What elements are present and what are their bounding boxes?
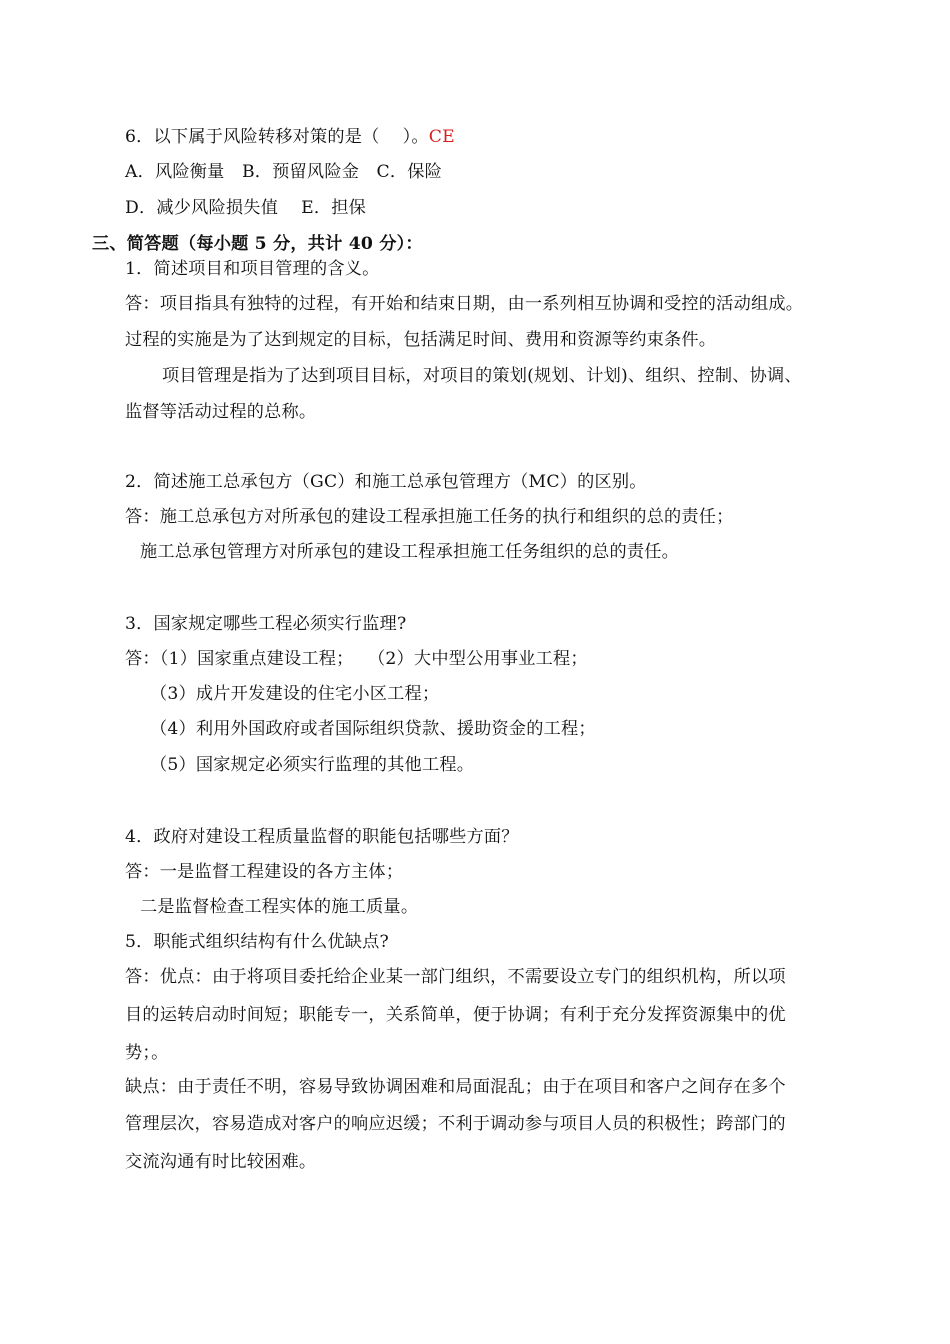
sq4-question: 4．政府对建设工程质量监督的职能包括哪些方面？ [125,827,519,847]
sq4-answer-line2: 二是监督检查工程实体的施工质量。 [140,897,419,917]
sq3-answer-line1: 答：（1）国家重点建设工程； （2）大中型公用事业工程； [125,649,588,669]
sq2-answer-line1: 答：施工总承包方对所承包的建设工程承担施工任务的执行和组织的总的责任； [125,507,734,527]
sq1-question: 1．简述项目和项目管理的含义。 [125,259,380,279]
q6-options-line1: A．风险衡量 B．预留风险金 C．保险 [125,162,442,182]
section3-title: 三、简答题（每小题 5 分，共计 40 分）： [92,234,423,254]
sq2-question: 2．简述施工总承包方（GC）和施工总承包管理方（MC）的区别。 [125,472,647,492]
sq3-answer-line2: （3）成片开发建设的住宅小区工程； [150,684,440,704]
sq1-answer-line3: 项目管理是指为了达到项目目标，对项目的策划(规划、计划)、组织、控制、协调、 [162,366,802,386]
q6-question [125,125,455,149]
sq5-answer-line1: 答：优点：由于将项目委托给企业某一部门组织，不需要设立专门的组织机构，所以项 [125,967,786,987]
sq1-answer-line4: 监督等活动过程的总称。 [125,402,317,422]
sq1-answer-line2: 过程的实施是为了达到规定的目标，包括满足时间、费用和资源等约束条件。 [125,330,717,350]
sq1-answer-line1: 答：项目指具有独特的过程，有开始和结束日期，由一系列相互协调和受控的活动组成。 [125,294,804,314]
q6-answer: CE [428,127,455,147]
sq5-answer-line5: 管理层次，容易造成对客户的响应迟缓；不利于调动参与项目人员的积极性；跨部门的 [125,1114,786,1134]
sq5-answer-line4: 缺点：由于责任不明，容易导致协调困难和局面混乱；由于在项目和客户之间存在多个 [125,1077,786,1097]
q6-options-line2: D．减少风险损失值 E．担保 [125,198,367,218]
sq2-answer-line2: 施工总承包管理方对所承包的建设工程承担施工任务组织的总的责任。 [140,542,680,562]
sq3-question: 3．国家规定哪些工程必须实行监理? [125,614,407,634]
sq3-answer-line3: （4）利用外国政府或者国际组织贷款、援助资金的工程； [150,719,596,739]
sq5-answer-line6: 交流沟通有时比较困难。 [125,1152,317,1172]
sq5-question: 5．职能式组织结构有什么优缺点? [125,932,389,952]
sq4-answer-line1: 答：一是监督工程建设的各方主体； [125,862,404,882]
sq5-answer-line3: 势；。 [125,1043,169,1063]
q6-question-text: 6．以下属于风险转移对策的是（ ）。 [125,127,429,147]
sq3-answer-line4: （5）国家规定必须实行监理的其他工程。 [150,755,475,775]
sq5-answer-line2: 目的运转启动时间短；职能专一，关系简单，便于协调；有利于充分发挥资源集中的优 [125,1005,786,1025]
